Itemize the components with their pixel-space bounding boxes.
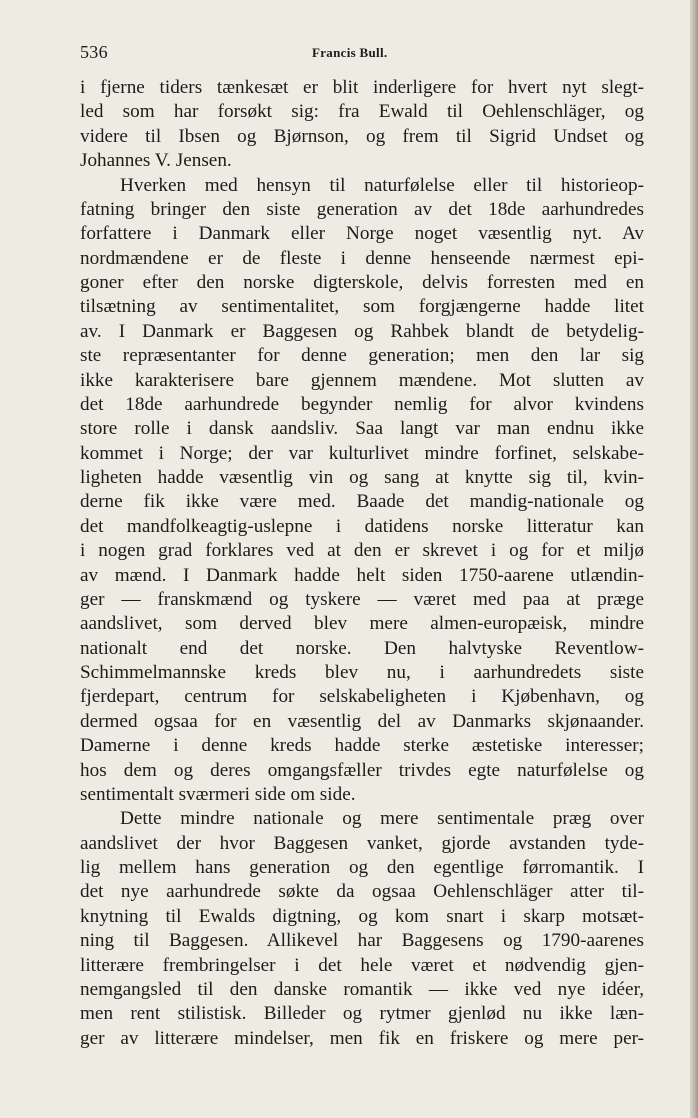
text-line: ste repræsentanter for denne generation; men den lar sig xyxy=(80,345,644,367)
text-line: aandslivet der hvor Baggesen vanket, gjorde avstanden tyde- xyxy=(80,832,644,854)
text-line: ger av litterære mindelser, men fik en friskere og mere per- xyxy=(80,1027,644,1049)
text-line: men rent stilistisk. Billeder og rytmer gjenlød nu ikke læn- xyxy=(80,1003,644,1025)
text-line: led som har forsøkt sig: fra Ewald til Oehlenschläger, og xyxy=(80,101,644,123)
text-line: dermed ogsaa for en væsentlig del av Danmarks skjønaander. xyxy=(80,710,644,732)
text-line: det mandfolkeagtig-uslepne i datidens norske litteratur kan xyxy=(80,515,644,537)
body-text xyxy=(80,76,644,1051)
text-line: av. I Danmark er Baggesen og Rahbek blandt de betydelig- xyxy=(80,320,644,342)
text-line: Damerne i denne kreds hadde sterke æstetiske interesser; xyxy=(80,735,644,757)
text-line: tilsætning av sentimentalitet, som forgjængerne hadde litet xyxy=(80,296,644,318)
text-line: forfattere i Danmark eller Norge noget væsentlig nyt. Av xyxy=(80,223,644,245)
text-line: lig mellem hans generation og den egentlige førromantik. I xyxy=(80,857,644,878)
text-line: nordmændene er de fleste i denne henseende nærmest epi- xyxy=(80,247,644,269)
page-number: 536 xyxy=(80,42,108,62)
text-line: store rolle i dansk aandsliv. Saa langt var man endnu ikke xyxy=(80,418,644,440)
text-line: Johannes V. Jensen. xyxy=(80,150,232,172)
text-line: ning til Baggesen. Allikevel har Baggesens og 1790-aarenes xyxy=(80,930,644,952)
text-line: nationalt end det norske. Den halvtyske Reventlow- xyxy=(80,637,644,659)
text-line: hos dem og deres omgangsfæller trivdes egte naturfølelse og xyxy=(80,759,644,781)
running-head: Francis Bull. xyxy=(312,45,388,60)
text-line: kommet i Norge; der var kulturlivet mindre forfinet, selskabe- xyxy=(80,442,644,464)
page-header xyxy=(80,42,642,66)
text-line: i fjerne tiders tænkesæt er blit inderligere for hvert nyt slegt- xyxy=(80,77,644,98)
text-line: Schimmelmannske kreds blev nu, i aarhundredets siste xyxy=(80,662,644,683)
paragraph-start-line: Hverken med hensyn til naturfølelse eller til historieop- xyxy=(120,174,644,196)
text-line: sentimentalt sværmeri side om side. xyxy=(80,783,356,805)
text-line: fatning bringer den siste generation av det 18de aarhundredes xyxy=(80,198,644,220)
text-line: nemgangsled til den danske romantik — ikke ved nye idéer, xyxy=(80,978,644,1000)
text-line: fjerdepart, centrum for selskabeligheten i Kjøbenhavn, og xyxy=(80,686,644,708)
text-line: i nogen grad forklares ved at den er skrevet i og for et miljø xyxy=(80,540,644,562)
page-edge xyxy=(690,0,698,1118)
text-line: ger — franskmænd og tyskere — været med paa at præge xyxy=(80,588,644,610)
text-line: ikke karakterisere bare gjennem mændene. Mot slutten av xyxy=(80,369,644,391)
text-line: av mænd. I Danmark hadde helt siden 1750-aarene utlændin- xyxy=(80,564,644,586)
text-line: det 18de aarhundrede begynder nemlig for alvor kvindens xyxy=(80,393,644,415)
text-line: knytning til Ewalds digtning, og kom snart i skarp motsæt- xyxy=(80,905,644,927)
text-line: ligheten hadde væsentlig vin og sang at knytte sig til, kvin- xyxy=(80,467,644,488)
text-line: aandslivet, som derved blev mere almen-europæisk, mindre xyxy=(80,613,644,635)
text-line: det nye aarhundrede søkte da ogsaa Oehlenschläger atter til- xyxy=(80,881,644,903)
text-line: videre til Ibsen og Bjørnson, og frem til Sigrid Undset og xyxy=(80,125,644,147)
text-line: derne fik ikke være med. Baade det mandig-nationale og xyxy=(80,491,644,513)
paragraph-start-line: Dette mindre nationale og mere sentimentale præg over xyxy=(120,808,644,830)
text-line: goner efter den norske digterskole, delvis forresten med en xyxy=(80,272,644,293)
text-line: litterære frembringelser i det hele været et nødvendig gjen- xyxy=(80,954,644,976)
